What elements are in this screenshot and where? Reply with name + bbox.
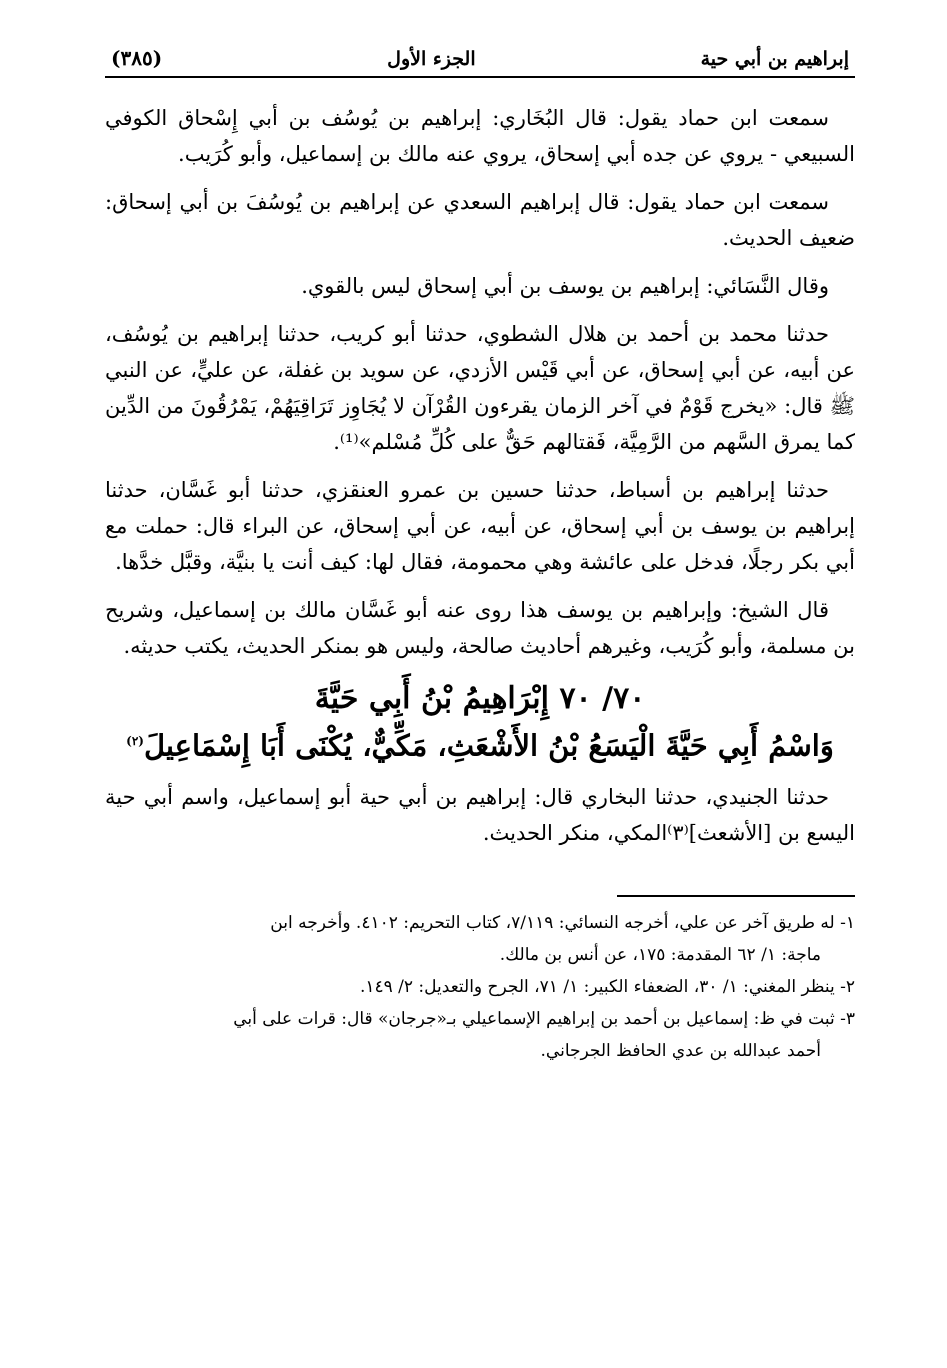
entry-heading [105, 678, 855, 767]
header-book-entry: إبراهيم بن أبي حية [700, 48, 849, 70]
paragraph-3: وقال النَّسَائي: إبراهيم بن يوسف بن أبي إسحاق ليس بالقوي. [301, 274, 829, 298]
paragraph-7: حدثنا الجنيدي، حدثنا البخاري قال: إبراهيم بن أبي حية أبو إسماعيل، واسم أبي حية اليسع بن [الأشعث]⁽٣⁾المكي، منكر الحديث. [105, 784, 855, 845]
footnote-3-line-2: أحمد عبدالله بن عدي الحافظ الجرجاني. [540, 1040, 821, 1061]
entry-heading-line-2 [105, 720, 855, 767]
footnote-separator [617, 895, 855, 897]
footnote-1 [105, 907, 855, 971]
paragraph-1: سمعت ابن حماد يقول: قال البُخَاري: إبراهيم بن يُوسُف بن أبي إِسْحاق الكوفي السبيعي - يروي عن جده أبي إسحاق، يروي عنه مالك بن إسماعيل، وأبو كُرَيب. [105, 106, 855, 166]
footnote-3-line-1: ٣- ثبت في ظ: إسماعيل بن أحمد بن إبراهيم الإسماعيلي بـ«جرجان» قال: قرات على أبي [233, 1008, 855, 1029]
paragraph-4: حدثنا محمد بن أحمد بن هلال الشطوي، حدثنا أبو كريب، حدثنا إبراهيم بن يُوسُف، عن أبيه، عن أبي إسحاق، عن أبي قَيْس الأزدي، عن سويد بن غفلة، عن عليٍّ، عن النبي ﷺ قال: «يخرج قَوْمٌ في آخر الزمان يقرءون القُرْآن لا يُجَاوِز تَرَاقِيَهُمْ، يَمْرُقُونَ من الدِّين كما يمرق السَّهم من الرَّمِيَّة، فَقتالهم حَقٌّ على كُلِّ مُسْلم»⁽¹⁾. [105, 322, 855, 454]
entry-heading-line-1: ٧٠/ ٧٠ إِبْرَاهِيمُ بْنُ أَبِي حَيَّةَ [314, 681, 646, 716]
footnote-1-line-1: ١- له طريق آخر عن علي، أخرجه النسائي: ٧/١١٩، كتاب التحريم: ٤١٠٢. وأخرجه ابن [270, 912, 855, 933]
header-volume: الجزء الأول [387, 48, 476, 70]
footnote-1-line-2: ماجة: ١/ ٦٢ المقدمة: ١٧٥، عن أنس بن مالك. [499, 944, 821, 965]
footnote-3 [105, 1003, 855, 1067]
footnote-2-line-1: ٢- ينظر المغني: ١/ ٣٠، الضعفاء الكبير: ١/ ٧١، الجرح والتعديل: ٢/ ١٤٩. [359, 976, 855, 997]
paragraph-2: سمعت ابن حماد يقول: قال إبراهيم السعدي عن إبراهيم بن يُوسُفَ بن أبي إسحاق: ضعيف الحديث. [105, 190, 855, 250]
entry-heading-line-2-text: وَاسْمُ أَبِي حَيَّةَ الْيَسَعُ بْنُ الأَشْعَثِ، مَكِّيٌّ، يُكْنَى أَبَا إِسْمَاعِيلَ [143, 728, 834, 763]
paragraph-5: حدثنا إبراهيم بن أسباط، حدثنا حسين بن عمرو العنقزي، حدثنا أبو غَسَّان، حدثنا إبراهيم بن يوسف بن أبي إسحاق، عن أبيه، عن أبي إسحاق، عن البراء قال: حملت مع أبي بكر رجلًا، فدخل على عائشة وهي محمومة، فقال لها: كيف أنت يا بنيَّة، وقبَّل خدَّها. [105, 478, 855, 574]
footnote-2 [105, 971, 855, 1003]
paragraph-6: قال الشيخ: وإبراهيم بن يوسف هذا روى عنه أبو غَسَّان مالك بن إسماعيل، وشريح بن مسلمة، وأبو كُرَيب، وغيرهم أحاديث صالحة، وليس هو بمنكر الحديث، يكتب حديثه. [105, 598, 855, 658]
footnote-marker-2: (٢) [126, 734, 144, 748]
header-page-number: (٣٨٥) [111, 46, 163, 70]
running-header [105, 30, 855, 78]
